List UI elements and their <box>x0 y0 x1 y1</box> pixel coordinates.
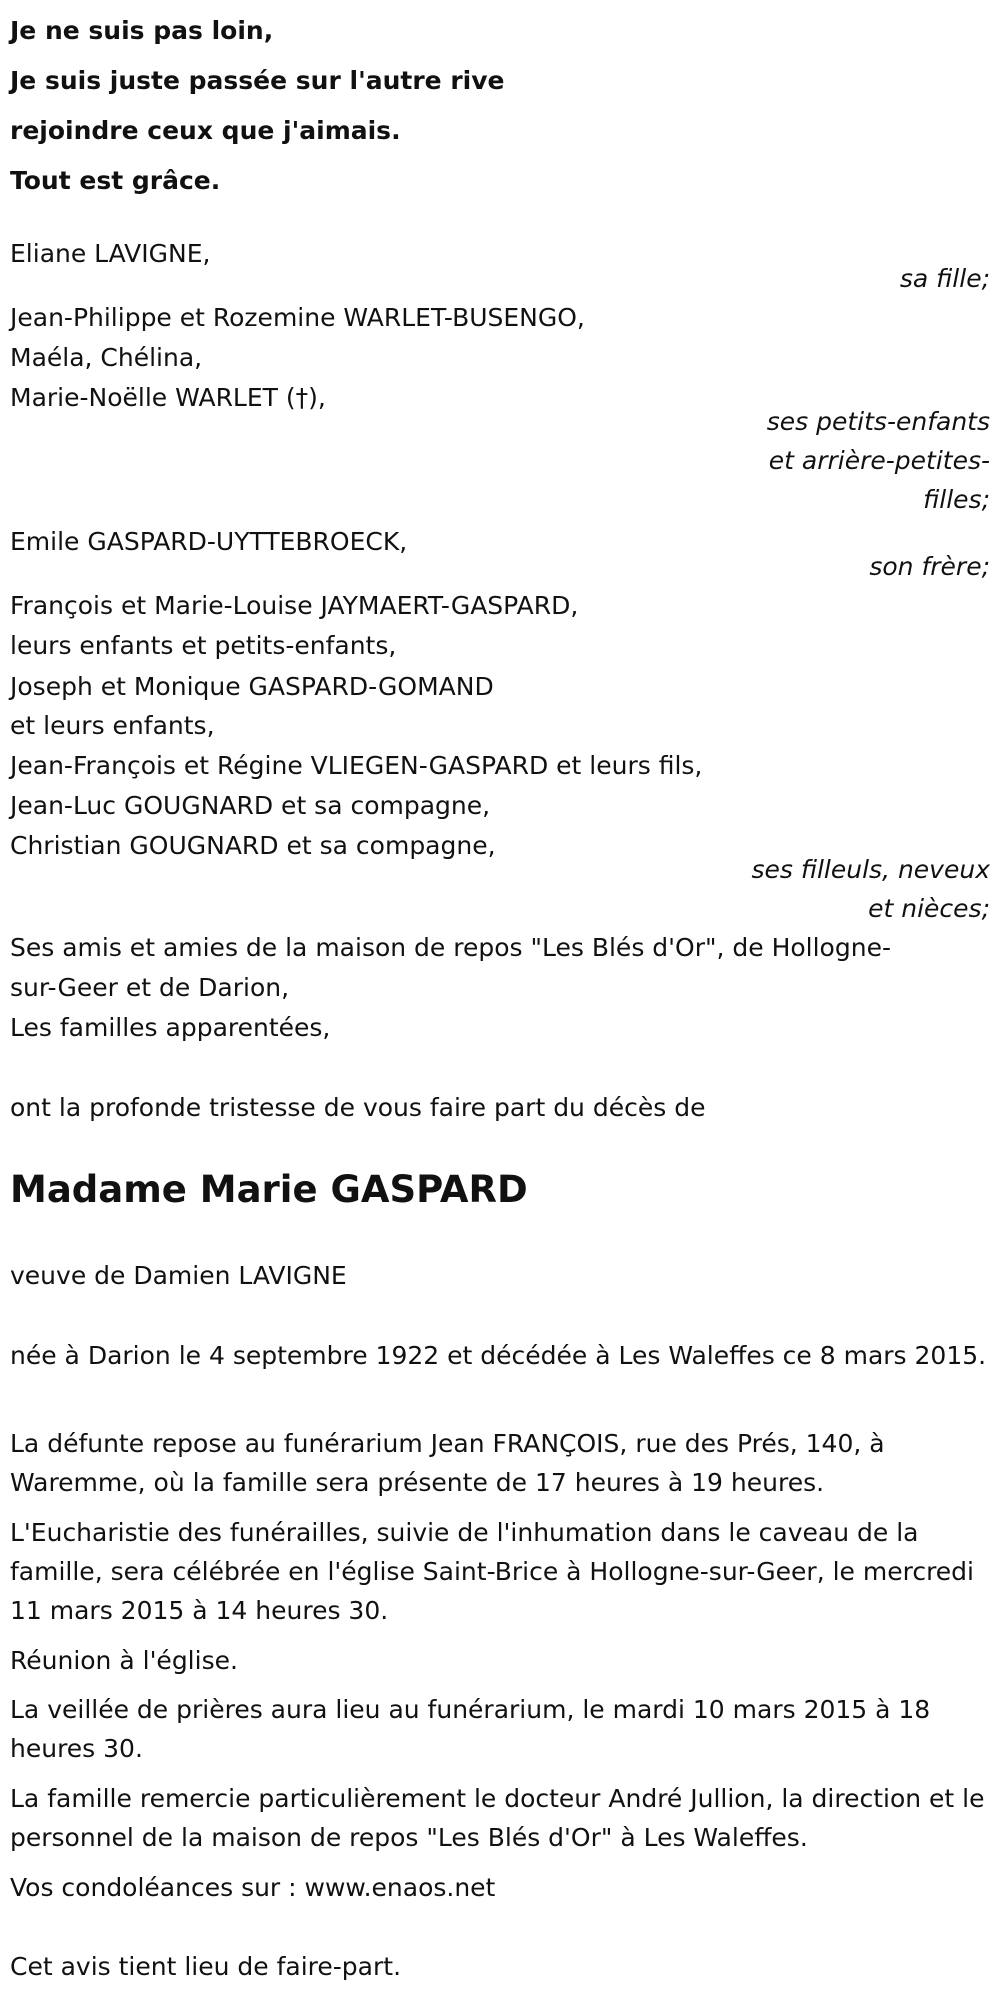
godchild-name: Christian GOUGNARD et sa compagne, <box>10 831 496 860</box>
daughter-relation: sa fille; <box>899 264 990 293</box>
relation-line: et arrière-petites- <box>768 446 990 475</box>
godchildren-relation <box>751 850 990 928</box>
meeting-info: Réunion à l'église. <box>10 1646 238 1675</box>
deceased-name: Madame Marie GASPARD <box>10 1168 528 1211</box>
friends-line: Les familles apparentées, <box>10 1013 331 1042</box>
relation-line: filles; <box>923 485 990 514</box>
poem-line: Je ne suis pas loin, <box>10 16 274 45</box>
thanks: La famille remercie particulièrement le docteur André Jullion, la direction et le personnel de la maison de repos "Les Blés d'Or" à Les Waleffes. <box>10 1784 985 1852</box>
brother-relation: son frère; <box>869 552 990 581</box>
godchild-name: Jean-François et Régine VLIEGEN-GASPARD et leurs fils, <box>10 751 703 780</box>
poem <box>10 6 504 206</box>
relation-line: ses petits-enfants <box>766 407 990 436</box>
godchild-name: Jean-Luc GOUGNARD et sa compagne, <box>10 791 491 820</box>
poem-line: Tout est grâce. <box>10 166 221 195</box>
godchild-name: François et Marie-Louise JAYMAERT-GASPARD, <box>10 591 579 620</box>
resting-place-info: La défunte repose au funérarium Jean FRANÇOIS, rue des Prés, 140, à Waremme, où la famille sera présente de 17 heures à 19 heures. <box>10 1429 885 1497</box>
relation-line: ses filleuls, neveux <box>751 855 990 884</box>
grandchildren-relation <box>767 402 990 519</box>
condolences: Vos condoléances sur : www.enaos.net <box>10 1873 496 1902</box>
announcement: ont la profonde tristesse de vous faire part du décès de <box>10 1093 706 1122</box>
vigil-info: La veillée de prières aura lieu au funérarium, le mardi 10 mars 2015 à 18 heures 30. <box>10 1695 931 1763</box>
daughter-name: Eliane LAVIGNE, <box>10 239 211 268</box>
friends-line: Ses amis et amies de la maison de repos "Les Blés d'Or", de Hollogne- <box>10 933 891 962</box>
poem-line: rejoindre ceux que j'aimais. <box>10 116 401 145</box>
relation-line: et nièces; <box>868 894 990 923</box>
friends-line: sur-Geer et de Darion, <box>10 973 290 1002</box>
godchild-name: et leurs enfants, <box>10 711 215 740</box>
grandchild-name: Marie-Noëlle WARLET (†), <box>10 383 326 412</box>
godchild-name: Joseph et Monique GASPARD-GOMAND <box>10 672 494 701</box>
widow-of: veuve de Damien LAVIGNE <box>10 1261 347 1290</box>
brother-name: Emile GASPARD-UYTTEBROECK, <box>10 527 408 556</box>
grandchild-name: Jean-Philippe et Rozemine WARLET-BUSENGO, <box>10 303 585 332</box>
funeral-info: L'Eucharistie des funérailles, suivie de l'inhumation dans le caveau de la famille, sera célébrée en l'église Saint-Brice à Hollogne-sur-Geer, le mercredi 11 mars 2015 à 14 heures 30. <box>10 1518 975 1625</box>
footer-note: Cet avis tient lieu de faire-part. <box>10 1952 402 1981</box>
poem-line: Je suis juste passée sur l'autre rive <box>10 66 505 95</box>
birth-death-info: née à Darion le 4 septembre 1922 et décédée à Les Waleffes ce 8 mars 2015. <box>10 1341 987 1370</box>
godchild-name: leurs enfants et petits-enfants, <box>10 631 397 660</box>
grandchild-name: Maéla, Chélina, <box>10 343 203 372</box>
